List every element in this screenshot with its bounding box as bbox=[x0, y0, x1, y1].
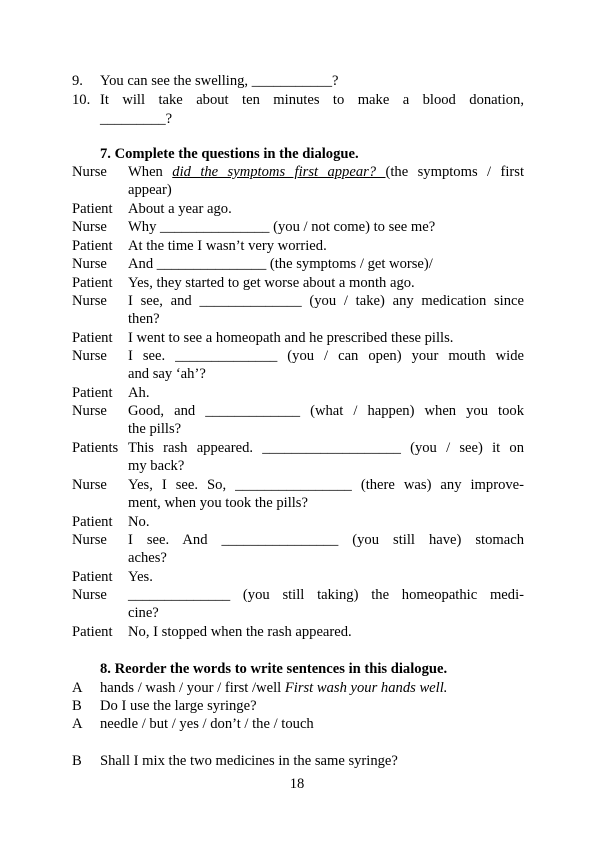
dialogue-text: I see. ______________ (you / can open) your mouth wide bbox=[128, 348, 524, 364]
speaker-label: B bbox=[72, 698, 82, 714]
example-answer: First wash your hands well. bbox=[284, 680, 448, 696]
dialogue-text: needle / but / yes / don’t / the / touch bbox=[100, 716, 314, 732]
dialogue-continuation: aches? bbox=[128, 550, 167, 566]
text-pre: When bbox=[128, 164, 173, 180]
dialogue-text: This rash appeared. ___________________ (you / see) it on bbox=[128, 440, 524, 456]
dialogue-text: Good, and _____________ (what / happen) when you took bbox=[128, 403, 524, 419]
exercise-8-heading: 8. Reorder the words to write sentences in this dialogue. bbox=[100, 661, 448, 677]
item-9 bbox=[72, 72, 83, 90]
speaker-label: Patient bbox=[72, 624, 113, 640]
speaker-label: Patient bbox=[72, 330, 113, 346]
speaker-label: B bbox=[72, 753, 82, 769]
speaker-label: A bbox=[72, 680, 83, 696]
speaker-label: Patient bbox=[72, 569, 113, 585]
speaker-label: Nurse bbox=[72, 587, 107, 603]
dialogue-text: Why _______________ (you / not come) to see me? bbox=[128, 219, 436, 235]
item-9-text: You can see the swelling, ___________? bbox=[100, 73, 339, 89]
dialogue-text: Shall I mix the two medicines in the same syringe? bbox=[100, 753, 398, 769]
dialogue-text: I see. And ________________ (you still have) stomach bbox=[128, 532, 524, 548]
speaker-label: Nurse bbox=[72, 532, 107, 548]
dialogue-text: Yes, they started to get worse about a month ago. bbox=[128, 275, 415, 291]
dialogue-text: Do I use the large syringe? bbox=[100, 698, 257, 714]
speaker-label: A bbox=[72, 716, 83, 732]
page-number: 18 bbox=[289, 776, 305, 792]
dialogue-text: Ah. bbox=[128, 385, 150, 401]
dialogue-text: ______________ (you still taking) the homeopathic medi- bbox=[128, 587, 524, 603]
speaker-label: Nurse bbox=[72, 293, 107, 309]
dialogue-text: No. bbox=[128, 514, 150, 530]
speaker-label: Patient bbox=[72, 238, 113, 254]
speaker-label: Patient bbox=[72, 514, 113, 530]
dialogue-text: I went to see a homeopath and he prescribed these pills. bbox=[128, 330, 454, 346]
dialogue-text: About a year ago. bbox=[128, 201, 232, 217]
prompt-words: hands / wash / your / first /well bbox=[100, 680, 285, 696]
speaker-label: Patient bbox=[72, 201, 113, 217]
exercise-7-heading: 7. Complete the questions in the dialogue. bbox=[100, 146, 359, 162]
dialogue-continuation: the pills? bbox=[128, 421, 182, 437]
speaker-label: Nurse bbox=[72, 256, 107, 272]
speaker-label: Nurse bbox=[72, 219, 107, 235]
item-10-number: 10. bbox=[72, 92, 91, 108]
dialogue-continuation: my back? bbox=[128, 458, 185, 474]
item-number: 9. bbox=[72, 73, 83, 89]
dialogue-continuation: appear) bbox=[128, 182, 172, 198]
speaker-label: Nurse bbox=[72, 164, 107, 180]
dialogue-text: Yes. bbox=[128, 569, 153, 585]
dialogue-text bbox=[100, 679, 447, 697]
speaker-label: Patient bbox=[72, 275, 113, 291]
item-10-continuation: _________? bbox=[100, 111, 173, 127]
dialogue-text: At the time I wasn’t very worried. bbox=[128, 238, 327, 254]
example-answer: did the symptoms first appear? bbox=[172, 164, 386, 180]
speaker-label: Nurse bbox=[72, 403, 107, 419]
dialogue-continuation: cine? bbox=[128, 605, 159, 621]
speaker-label: Nurse bbox=[72, 348, 107, 364]
item-10-text: It will take about ten minutes to make a blood donation, bbox=[100, 92, 524, 108]
dialogue-continuation: ment, when you took the pills? bbox=[128, 495, 308, 511]
speaker-label: Patients bbox=[72, 440, 119, 456]
dialogue-text: And _______________ (the symptoms / get worse)/ bbox=[128, 256, 433, 272]
dialogue-text: Yes, I see. So, ________________ (there was) any improve- bbox=[128, 477, 524, 493]
text-post: (the symptoms / first bbox=[385, 164, 524, 180]
dialogue-text: I see, and ______________ (you / take) any medication since bbox=[128, 293, 524, 309]
dialogue-text: No, I stopped when the rash appeared. bbox=[128, 624, 352, 640]
dialogue-continuation: and say ‘ah’? bbox=[128, 366, 206, 382]
speaker-label: Patient bbox=[72, 385, 113, 401]
speaker-label: Nurse bbox=[72, 477, 107, 493]
dialogue-continuation: then? bbox=[128, 311, 160, 327]
dialogue-text bbox=[128, 163, 524, 181]
